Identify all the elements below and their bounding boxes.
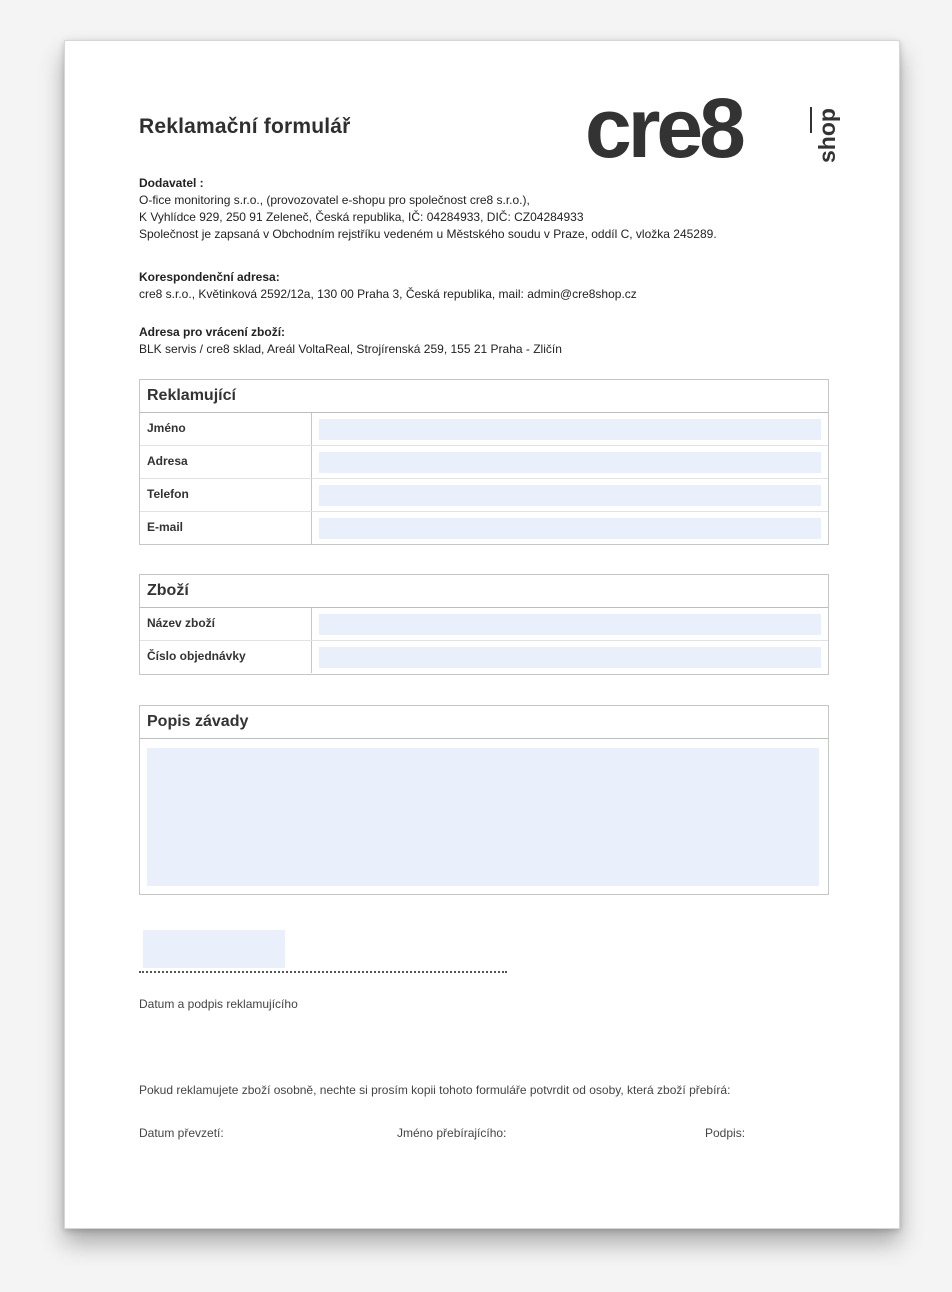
supplier-line: K Vyhlídce 929, 250 91 Zeleneč, Česká republika, IČ: 04284933, DIČ: CZ04284933 bbox=[139, 210, 584, 224]
defect-description-field[interactable] bbox=[147, 748, 819, 886]
date-signature-field[interactable] bbox=[143, 930, 285, 968]
form-page bbox=[64, 40, 900, 1229]
claimant-rows bbox=[140, 413, 828, 544]
address-label: Adresa bbox=[140, 446, 312, 478]
phone-field[interactable] bbox=[319, 485, 821, 506]
order-number-label: Číslo objednávky bbox=[140, 641, 312, 673]
personal-claim-note: Pokud reklamujete zboží osobně, nechte si prosím kopii tohoto formuláře potvrdit od osoby, která zboží přebírá: bbox=[139, 1083, 731, 1097]
signature-label: Datum a podpis reklamujícího bbox=[139, 997, 298, 1011]
goods-rows bbox=[140, 608, 828, 673]
name-field[interactable] bbox=[319, 419, 821, 440]
return-address-heading: Adresa pro vrácení zboží: bbox=[139, 325, 286, 339]
product-name-label: Název zboží bbox=[140, 608, 312, 640]
defect-section bbox=[139, 705, 829, 895]
product-name-field[interactable] bbox=[319, 614, 821, 635]
svg-text:cre8: cre8 bbox=[585, 85, 742, 165]
table-row bbox=[140, 445, 828, 478]
defect-heading: Popis závady bbox=[140, 706, 828, 739]
order-number-field[interactable] bbox=[319, 647, 821, 668]
table-row bbox=[140, 511, 828, 544]
name-label: Jméno bbox=[140, 413, 312, 445]
table-row bbox=[140, 640, 828, 673]
supplier-heading: Dodavatel : bbox=[139, 176, 204, 190]
table-row bbox=[140, 608, 828, 640]
table-row bbox=[140, 413, 828, 445]
address-field[interactable] bbox=[319, 452, 821, 473]
goods-table bbox=[139, 574, 829, 675]
phone-label: Telefon bbox=[140, 479, 312, 511]
return-address: BLK servis / cre8 sklad, Areál VoltaReal, Strojírenská 259, 155 21 Praha - Zličín bbox=[139, 342, 562, 356]
receiver-name-label: Jméno přebírajícího: bbox=[397, 1126, 507, 1140]
claimant-heading: Reklamující bbox=[140, 380, 828, 413]
correspondence-address: cre8 s.r.o., Květinková 2592/12a, 130 00 Praha 3, Česká republika, mail: admin@cre8shop.cz bbox=[139, 287, 637, 301]
page-title: Reklamační formulář bbox=[139, 115, 351, 138]
supplier-line: Společnost je zapsaná v Obchodním rejstříku vedeném u Městského soudu v Praze, oddíl C, vložka 245289. bbox=[139, 227, 717, 241]
signature-line bbox=[139, 971, 507, 973]
cre8shop-logo bbox=[585, 85, 845, 165]
correspondence-heading: Korespondenční adresa: bbox=[139, 270, 280, 284]
goods-heading: Zboží bbox=[140, 575, 828, 608]
handover-date-label: Datum převzetí: bbox=[139, 1126, 224, 1140]
table-row bbox=[140, 478, 828, 511]
claimant-table bbox=[139, 379, 829, 545]
correspondence-section bbox=[139, 269, 637, 303]
supplier-section bbox=[139, 175, 717, 243]
email-field[interactable] bbox=[319, 518, 821, 539]
return-address-section bbox=[139, 324, 562, 358]
svg-text:shop: shop bbox=[814, 108, 840, 163]
receiver-signature-label: Podpis: bbox=[705, 1126, 746, 1140]
supplier-line: O-fice monitoring s.r.o., (provozovatel e-shopu pro společnost cre8 s.r.o.), bbox=[139, 193, 530, 207]
email-label: E-mail bbox=[140, 512, 312, 544]
